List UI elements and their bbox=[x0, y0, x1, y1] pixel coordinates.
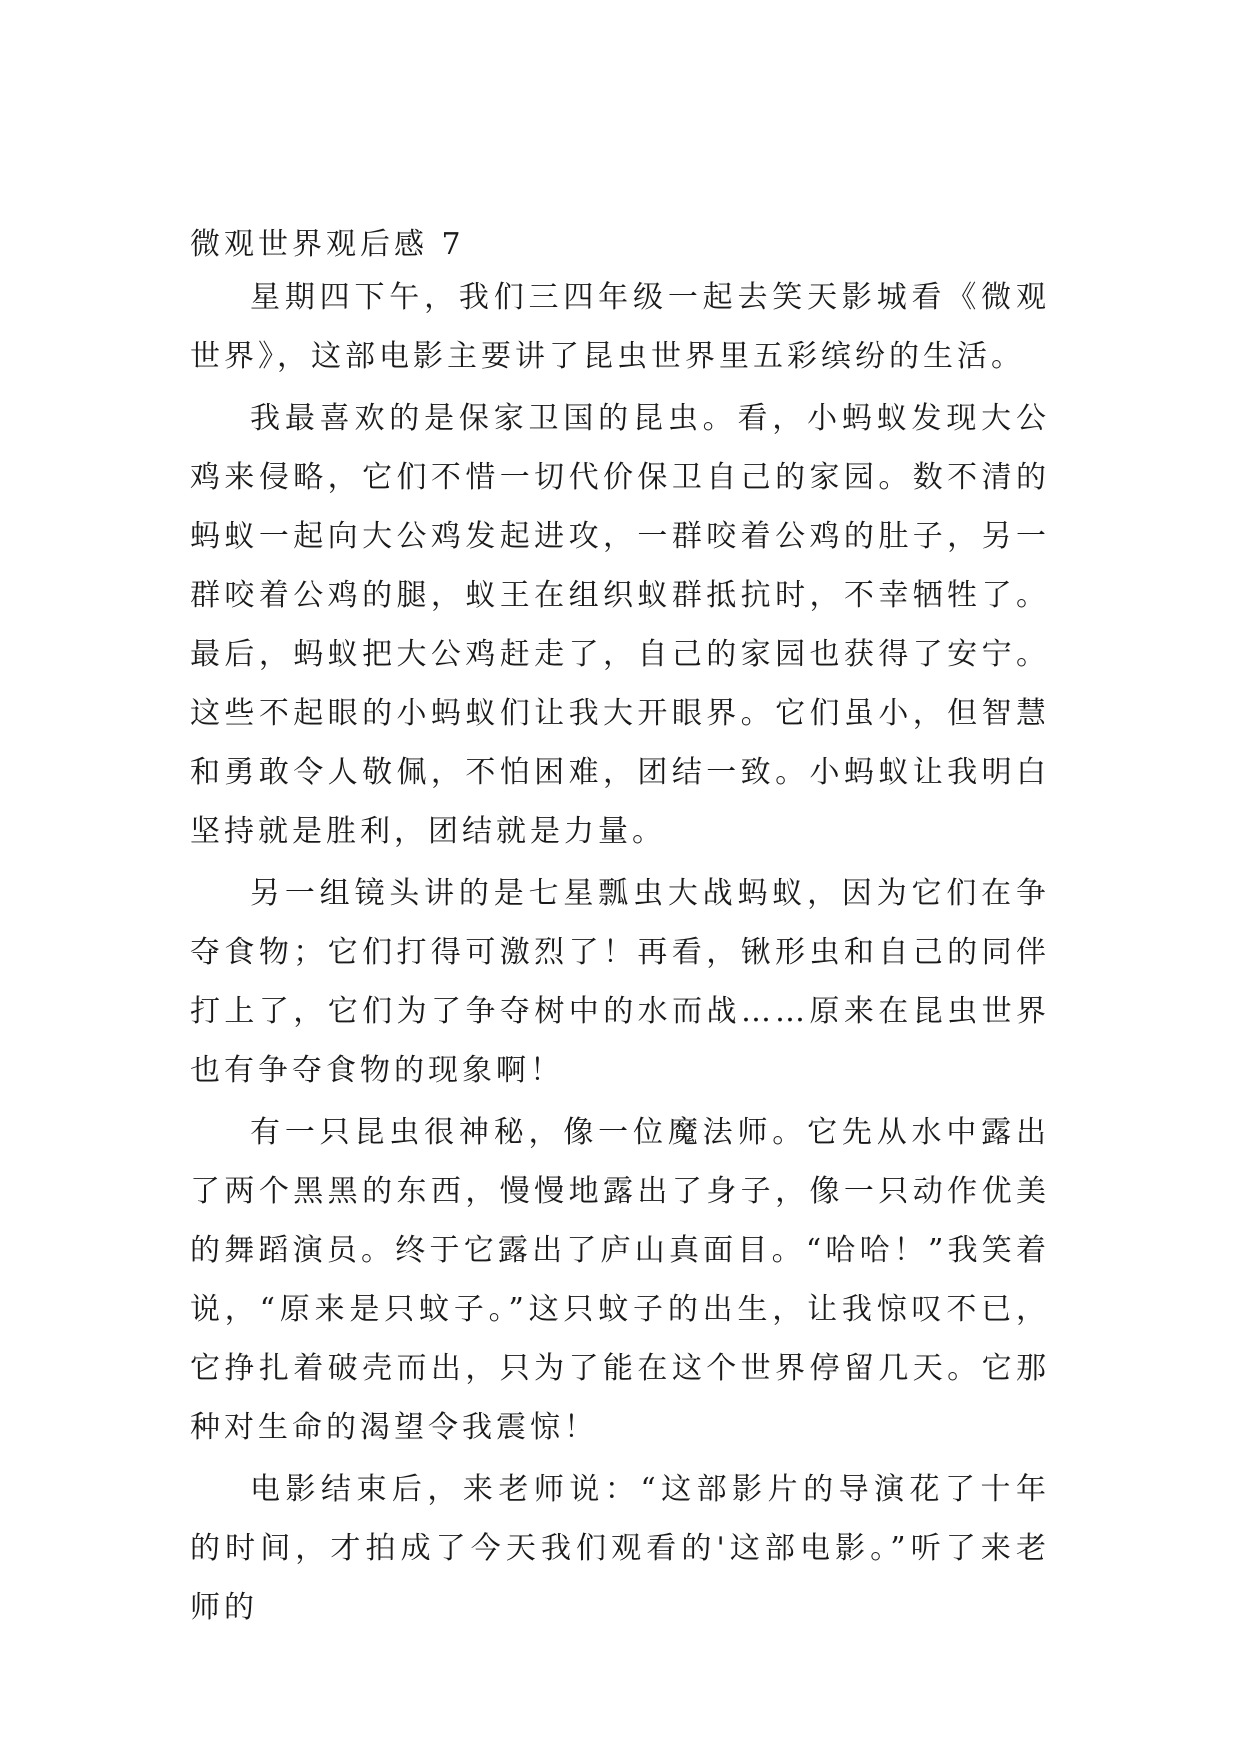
document-title: 微观世界观后感 7 bbox=[190, 227, 465, 262]
paragraph-ants: 我最喜欢的是保家卫国的昆虫。看，小蚂蚁发现大公鸡来侵略，它们不惜一切代价保卫自己的家园。数不清的蚂蚁一起向大公鸡发起进攻，一群咬着公鸡的肚子，另一群咬着公鸡的腿，蚁王在组织蚁群抵抗时，不幸牺牲了。最后，蚂蚁把大公鸡赶走了，自己的家园也获得了安宁。这些不起眼的小蚂蚁们让我大开眼界。它们虽小，但智慧和勇敢令人敬佩，不怕困难，团结一致。小蚂蚁让我明白坚持就是胜利，团结就是力量。 bbox=[190, 401, 1050, 849]
paragraph-ending: 电影结束后，来老师说：“这部影片的导演花了十年的时间，才拍成了今天我们观看的'这部电影。”听了来老师的 bbox=[190, 1472, 1050, 1625]
paragraph-mosquito: 有一只昆虫很神秘，像一位魔法师。它先从水中露出了两个黑黑的东西，慢慢地露出了身子，像一只动作优美的舞蹈演员。终于它露出了庐山真面目。“哈哈！”我笑着说，“原来是只蚊子。”这只蚊子的出生，让我惊叹不已，它挣扎着破壳而出，只为了能在这个世界停留几天。它那种对生命的渴望令我震惊！ bbox=[190, 1115, 1050, 1445]
document-body bbox=[190, 221, 1050, 1640]
paragraph-ladybug: 另一组镜头讲的是七星瓢虫大战蚂蚁，因为它们在争夺食物；它们打得可激烈了！再看，锹形虫和自己的同伴打上了，它们为了争夺树中的水而战……原来在昆虫世界也有争夺食物的现象啊！ bbox=[190, 876, 1050, 1088]
paragraph-intro: 星期四下午，我们三四年级一起去笑天影城看《微观世界》，这部电影主要讲了昆虫世界里五彩缤纷的生活。 bbox=[190, 280, 1050, 374]
